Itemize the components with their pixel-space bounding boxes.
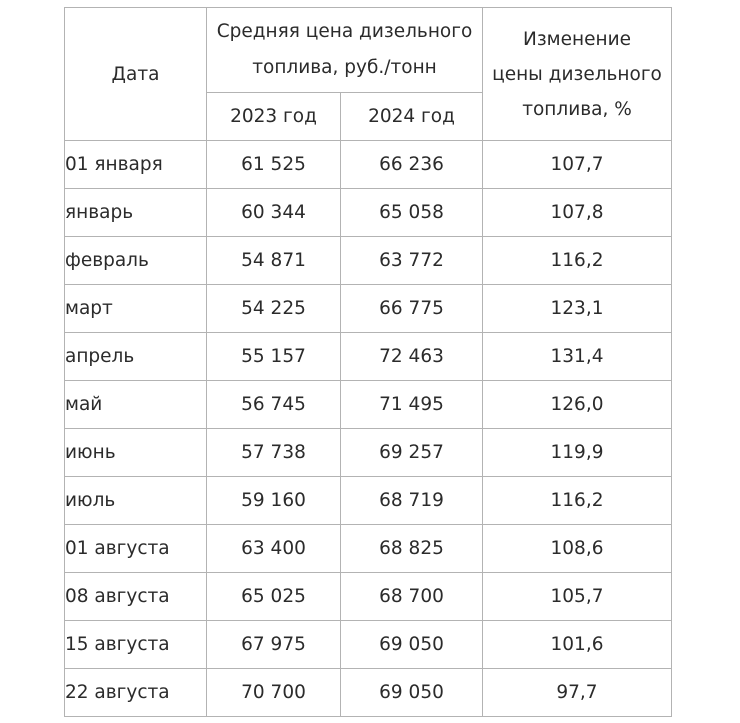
header-change	[483, 8, 672, 141]
cell-date: июнь	[65, 429, 207, 477]
cell-price-2023: 65 025	[207, 573, 341, 621]
table-row	[65, 141, 672, 189]
cell-price-2023: 55 157	[207, 333, 341, 381]
table-row	[65, 429, 672, 477]
header-row-top	[65, 8, 672, 93]
cell-price-2024: 68 719	[341, 477, 483, 525]
table-row	[65, 621, 672, 669]
cell-change: 105,7	[483, 573, 672, 621]
cell-change: 116,2	[483, 237, 672, 285]
cell-date: май	[65, 381, 207, 429]
cell-price-2024: 69 257	[341, 429, 483, 477]
table-body	[65, 141, 672, 717]
table-row	[65, 285, 672, 333]
header-avg-price-line2: топлива, руб./тонн	[252, 57, 437, 78]
table-row	[65, 573, 672, 621]
cell-price-2023: 67 975	[207, 621, 341, 669]
table-row	[65, 669, 672, 717]
cell-change: 131,4	[483, 333, 672, 381]
cell-change: 108,6	[483, 525, 672, 573]
cell-price-2023: 54 225	[207, 285, 341, 333]
cell-price-2024: 65 058	[341, 189, 483, 237]
cell-change: 116,2	[483, 477, 672, 525]
cell-price-2023: 60 344	[207, 189, 341, 237]
header-change-line1: Изменение	[523, 28, 631, 50]
cell-date: апрель	[65, 333, 207, 381]
cell-change: 126,0	[483, 381, 672, 429]
header-change-line3: топлива, %	[522, 98, 632, 120]
cell-price-2024: 63 772	[341, 237, 483, 285]
header-date: Дата	[65, 8, 207, 141]
cell-price-2023: 54 871	[207, 237, 341, 285]
cell-price-2024: 68 700	[341, 573, 483, 621]
cell-change: 123,1	[483, 285, 672, 333]
table-row	[65, 525, 672, 573]
cell-change: 107,7	[483, 141, 672, 189]
table-row	[65, 333, 672, 381]
cell-date: январь	[65, 189, 207, 237]
cell-price-2024: 71 495	[341, 381, 483, 429]
header-year-2023: 2023 год	[207, 93, 341, 141]
table-row	[65, 477, 672, 525]
cell-change: 101,6	[483, 621, 672, 669]
header-change-line2: цены дизельного	[492, 63, 662, 85]
cell-price-2024: 69 050	[341, 669, 483, 717]
cell-price-2023: 59 160	[207, 477, 341, 525]
cell-date: март	[65, 285, 207, 333]
cell-price-2024: 69 050	[341, 621, 483, 669]
cell-change: 119,9	[483, 429, 672, 477]
cell-change: 97,7	[483, 669, 672, 717]
cell-price-2023: 57 738	[207, 429, 341, 477]
cell-date: 08 августа	[65, 573, 207, 621]
cell-price-2023: 56 745	[207, 381, 341, 429]
cell-price-2024: 66 775	[341, 285, 483, 333]
cell-price-2024: 68 825	[341, 525, 483, 573]
cell-price-2023: 61 525	[207, 141, 341, 189]
table-row	[65, 381, 672, 429]
table-row	[65, 237, 672, 285]
cell-price-2023: 70 700	[207, 669, 341, 717]
cell-date: 15 августа	[65, 621, 207, 669]
cell-price-2023: 63 400	[207, 525, 341, 573]
cell-date: февраль	[65, 237, 207, 285]
table-row	[65, 189, 672, 237]
cell-price-2024: 72 463	[341, 333, 483, 381]
cell-date: июль	[65, 477, 207, 525]
cell-date: 01 августа	[65, 525, 207, 573]
header-year-2024: 2024 год	[341, 93, 483, 141]
cell-date: 01 января	[65, 141, 207, 189]
header-avg-price	[207, 8, 483, 93]
cell-date: 22 августа	[65, 669, 207, 717]
header-avg-price-line1: Средняя цена дизельного	[216, 21, 473, 42]
cell-price-2024: 66 236	[341, 141, 483, 189]
cell-change: 107,8	[483, 189, 672, 237]
diesel-price-table	[64, 7, 672, 717]
